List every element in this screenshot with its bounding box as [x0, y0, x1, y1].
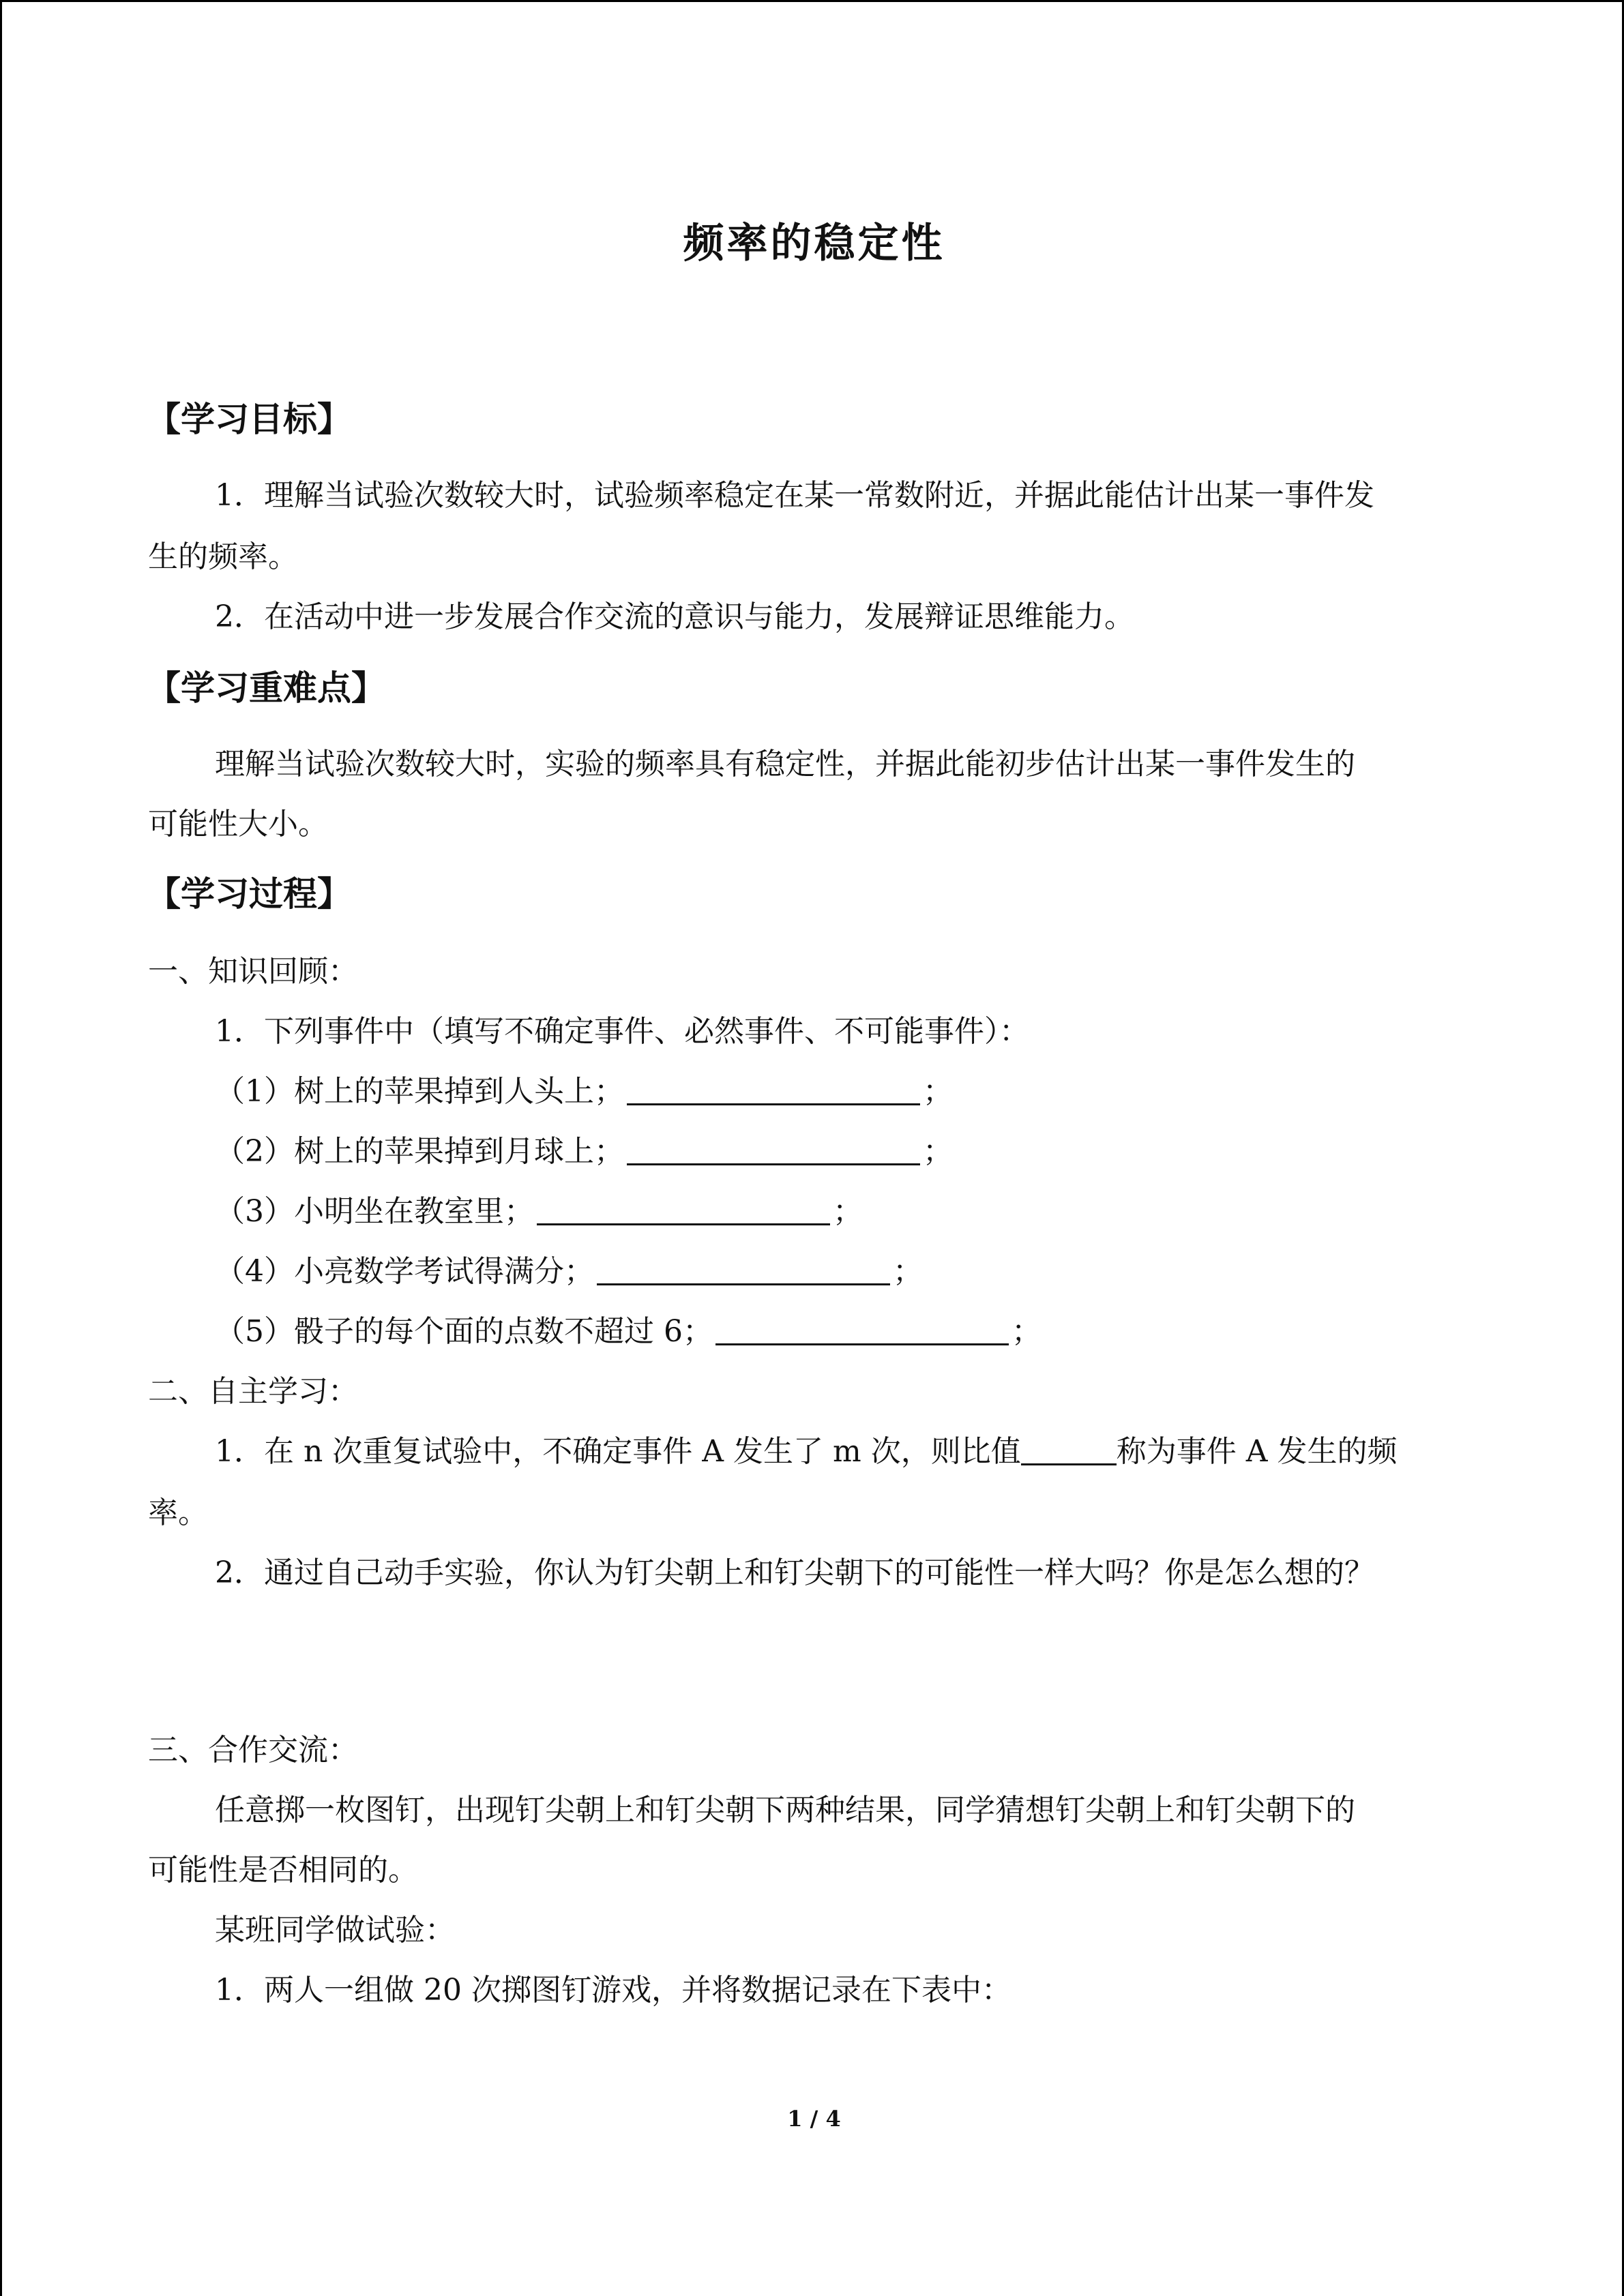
- part1-title: 一、知识回顾：: [148, 954, 358, 989]
- key-points-line-2: 可能性大小。: [148, 807, 328, 841]
- part3-title: 三、合作交流：: [148, 1733, 358, 1768]
- answer-blank-1[interactable]: [627, 1073, 920, 1105]
- part2-question-1-line-2: 率。: [148, 1495, 208, 1530]
- review-item-2-text: （2）树上的苹果掉到月球上；: [215, 1134, 624, 1169]
- goal-item-1-line-1: 1．理解当试验次数较大时，试验频率稳定在某一常数附近，并据此能估计出某一事件发: [215, 478, 1374, 513]
- heading-key-points: 【学习重难点】: [147, 668, 385, 708]
- review-item-3-text: （3）小明坐在教室里；: [215, 1194, 534, 1229]
- review-item-2: [215, 1133, 953, 1171]
- part3-paragraph-1-line-2: 可能性是否相同的。: [148, 1853, 418, 1888]
- part1-question-1: 1．下列事件中（填写不确定事件、必然事件、不可能事件）：: [215, 1014, 1029, 1049]
- review-item-4: [215, 1253, 923, 1291]
- review-item-4-end: ；: [893, 1254, 923, 1289]
- part2-question-2: 2．通过自己动手实验，你认为钉尖朝上和钉尖朝下的可能性一样大吗？你是怎么想的？: [215, 1555, 1374, 1590]
- part2-question-1-after: 称为事件 A 发生的频: [1116, 1434, 1398, 1469]
- review-item-4-text: （4）小亮数学考试得满分；: [215, 1254, 594, 1289]
- review-item-5-end: ；: [1011, 1314, 1042, 1349]
- review-item-3-end: ；: [833, 1194, 863, 1229]
- part3-paragraph-3: 1．两人一组做 20 次掷图钉游戏，并将数据记录在下表中：: [215, 1973, 1012, 2008]
- page-number: 1 / 4: [787, 2106, 841, 2132]
- goal-item-1-line-2: 生的频率。: [148, 539, 298, 574]
- goal-item-2: 2．在活动中进一步发展合作交流的意识与能力，发展辩证思维能力。: [215, 599, 1134, 634]
- review-item-5: [215, 1313, 1042, 1351]
- part2-question-1-before: 1．在 n 次重复试验中，不确定事件 A 发生了 m 次，则比值: [215, 1434, 1021, 1469]
- part3-paragraph-1-line-1: 任意掷一枚图钉，出现钉尖朝上和钉尖朝下两种结果，同学猜想钉尖朝上和钉尖朝下的: [215, 1793, 1355, 1828]
- review-item-1-end: ；: [923, 1074, 953, 1109]
- page-title: 频率的稳定性: [683, 220, 945, 267]
- review-item-3: [215, 1193, 863, 1231]
- answer-blank-5[interactable]: [715, 1313, 1009, 1345]
- ratio-answer-blank[interactable]: [1021, 1433, 1117, 1465]
- review-item-5-text: （5）骰子的每个面的点数不超过 6；: [215, 1314, 713, 1349]
- review-item-2-end: ；: [923, 1134, 953, 1169]
- answer-blank-3[interactable]: [537, 1193, 830, 1225]
- answer-blank-4[interactable]: [597, 1253, 890, 1285]
- part3-paragraph-2: 某班同学做试验：: [215, 1913, 455, 1948]
- review-item-1-text: （1）树上的苹果掉到人头上；: [215, 1074, 624, 1109]
- part2-title: 二、自主学习：: [148, 1374, 358, 1409]
- answer-blank-2[interactable]: [627, 1133, 920, 1165]
- review-item-1: [215, 1073, 953, 1111]
- heading-learning-goals: 【学习目标】: [147, 400, 351, 439]
- key-points-line-1: 理解当试验次数较大时，实验的频率具有稳定性，并据此能初步估计出某一事件发生的: [215, 747, 1355, 781]
- part2-question-1: [215, 1433, 1398, 1471]
- heading-learning-process: 【学习过程】: [147, 874, 351, 914]
